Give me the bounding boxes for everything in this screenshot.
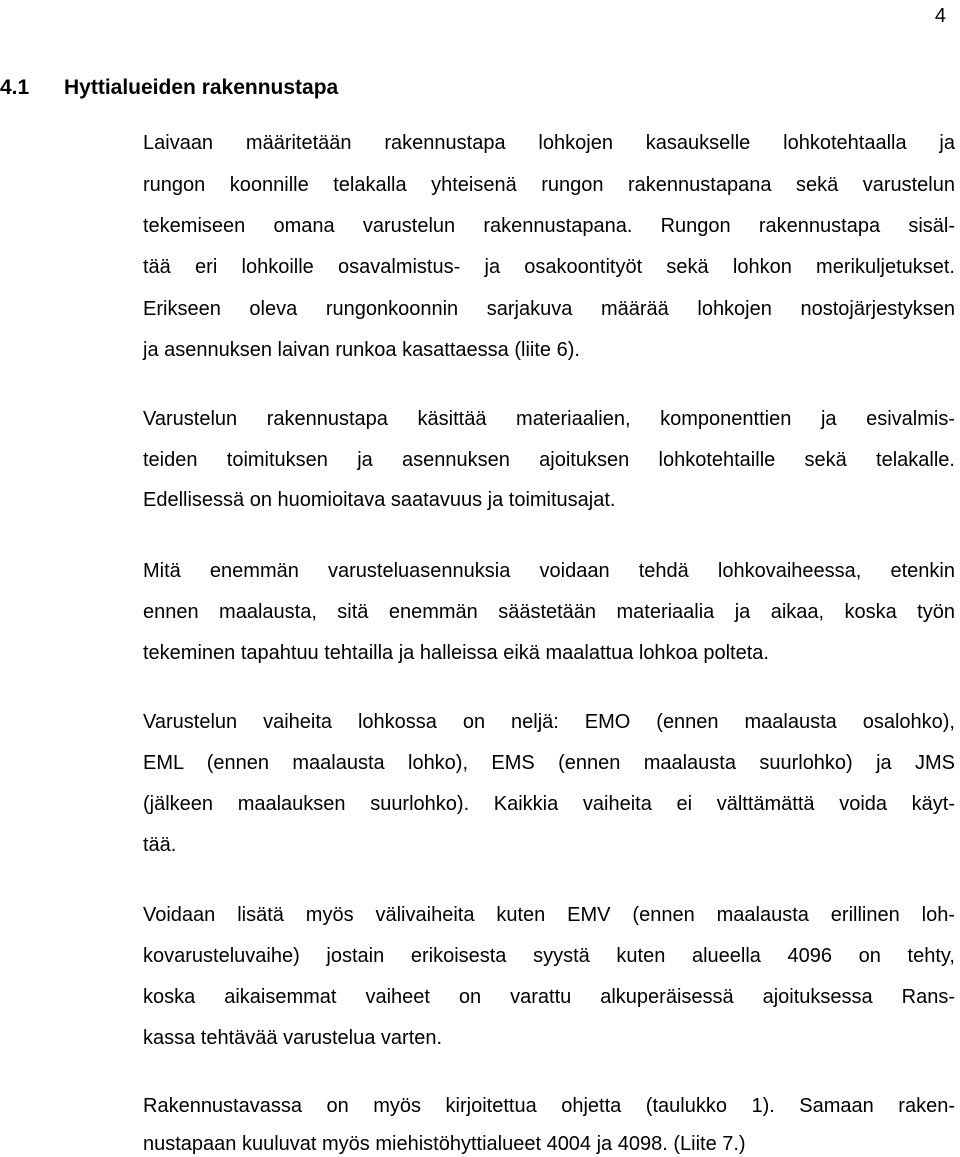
text-line: rungon koonnille telakalla yhteisenä rungon rakennustapana sekä varustelun xyxy=(143,174,955,196)
text-line: ja asennuksen laivan runkoa kasattaessa (liite 6). xyxy=(143,339,580,361)
text-line: kassa tehtävää varustelua varten. xyxy=(143,1027,443,1049)
section-title: Hyttialueiden rakennustapa xyxy=(64,76,339,99)
section-number: 4.1 xyxy=(0,76,30,99)
text-line: EML (ennen maalausta lohko), EMS (ennen maalausta suurlohko) ja JMS xyxy=(143,752,955,774)
text-line: Rakennustavassa on myös kirjoitettua ohjetta (taulukko 1). Samaan raken- xyxy=(143,1095,955,1117)
text-line: koska aikaisemmat vaiheet on varattu alkuperäisessä ajoituksessa Rans- xyxy=(143,986,955,1008)
text-line: Erikseen oleva rungonkoonnin sarjakuva määrää lohkojen nostojärjestyksen xyxy=(143,298,955,320)
text-line: Edellisessä on huomioitava saatavuus ja toimitusajat. xyxy=(143,489,616,511)
text-line: (jälkeen maalauksen suurlohko). Kaikkia vaiheita ei välttämättä voida käyt- xyxy=(143,793,955,815)
text-line: teiden toimituksen ja asennuksen ajoituksen lohkotehtaille sekä telakalle. xyxy=(143,449,955,471)
text-line: tekemiseen omana varustelun rakennustapana. Rungon rakennustapa sisäl- xyxy=(143,215,955,237)
page-number: 4 xyxy=(934,5,946,27)
text-line: ennen maalausta, sitä enemmän säästetään materiaalia ja aikaa, koska työn xyxy=(143,601,955,623)
section-heading xyxy=(0,74,338,102)
text-line: tekeminen tapahtuu tehtailla ja halleissa eikä maalattua lohkoa polteta. xyxy=(143,642,769,664)
text-line: Mitä enemmän varusteluasennuksia voidaan tehdä lohkovaiheessa, etenkin xyxy=(143,560,955,582)
text-line: tää. xyxy=(143,834,177,856)
text-line: Laivaan määritetään rakennustapa lohkojen kasaukselle lohkotehtaalla ja xyxy=(143,132,955,154)
text-line: Voidaan lisätä myös välivaiheita kuten EMV (ennen maalausta erillinen loh- xyxy=(143,904,955,926)
text-line: Varustelun rakennustapa käsittää materiaalien, komponenttien ja esivalmis- xyxy=(143,408,955,430)
text-line: tää eri lohkoille osavalmistus- ja osakoontityöt sekä lohkon merikuljetukset. xyxy=(143,256,955,278)
text-line: Varustelun vaiheita lohkossa on neljä: EMO (ennen maalausta osalohko), xyxy=(143,711,955,733)
text-line: nustapaan kuuluvat myös miehistöhyttialueet 4004 ja 4098. (Liite 7.) xyxy=(143,1133,746,1155)
text-line: kovarusteluvaihe) jostain erikoisesta syystä kuten alueella 4096 on tehty, xyxy=(143,945,955,967)
